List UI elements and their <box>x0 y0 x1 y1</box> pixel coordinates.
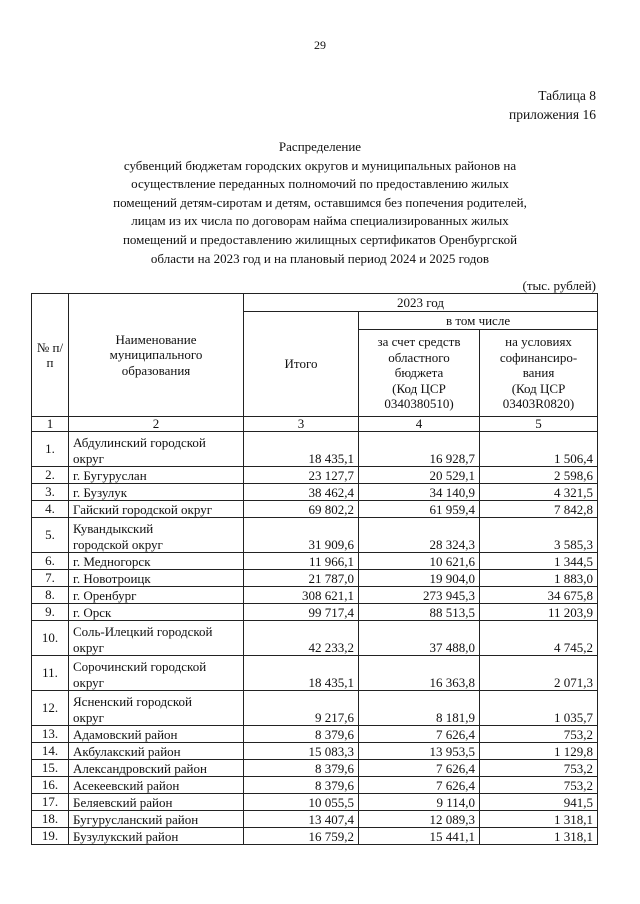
municipality-name: г. Оренбург <box>69 587 244 604</box>
municipality-name: Гайский городской округ <box>69 501 244 518</box>
table-row <box>32 777 598 794</box>
cofinancing-value: 1 344,5 <box>480 553 598 570</box>
municipality-name-line: Абдулинский городской <box>73 435 206 450</box>
row-number: 2. <box>32 467 69 484</box>
table-row <box>32 518 598 553</box>
regional-budget-value: 15 441,1 <box>359 828 480 845</box>
column-number: 1 <box>32 417 69 432</box>
total-value: 13 407,4 <box>244 811 359 828</box>
table-row <box>32 743 598 760</box>
total-value: 18 435,1 <box>244 432 359 467</box>
regional-budget-value: 20 529,1 <box>359 467 480 484</box>
document-title <box>60 138 580 268</box>
page-number: 29 <box>314 38 326 52</box>
cofinancing-value: 1 035,7 <box>480 691 598 726</box>
table-label <box>509 86 596 124</box>
row-number: 12. <box>32 691 69 726</box>
municipality-name-line: округ <box>73 674 104 690</box>
column-number: 4 <box>359 417 480 432</box>
total-value: 16 759,2 <box>244 828 359 845</box>
header-regional-line: бюджета <box>394 365 444 381</box>
row-number: 3. <box>32 484 69 501</box>
row-number: 18. <box>32 811 69 828</box>
table-row <box>32 726 598 743</box>
municipality-name: г. Новотроицк <box>69 570 244 587</box>
regional-budget-value: 8 181,9 <box>359 691 480 726</box>
cofinancing-value: 941,5 <box>480 794 598 811</box>
municipality-name-line: округ <box>73 639 104 655</box>
cofinancing-value: 753,2 <box>480 726 598 743</box>
municipality-name: Асекеевский район <box>69 777 244 794</box>
table-row <box>32 828 598 845</box>
total-value: 8 379,6 <box>244 777 359 794</box>
row-number: 14. <box>32 743 69 760</box>
table-row <box>32 691 598 726</box>
municipality-name: Адамовский район <box>69 726 244 743</box>
header-name-line: Наименование <box>115 331 197 347</box>
title-line: Распределение <box>278 139 362 154</box>
regional-budget-value: 7 626,4 <box>359 760 480 777</box>
cofinancing-value: 34 675,8 <box>480 587 598 604</box>
cofinancing-value: 11 203,9 <box>480 604 598 621</box>
municipality-name <box>69 432 244 467</box>
row-number: 11. <box>32 656 69 691</box>
municipality-name-line: округ <box>73 450 104 466</box>
header-cofinancing-line: 03403R0820) <box>502 396 575 412</box>
table-header <box>32 294 598 432</box>
row-number: 9. <box>32 604 69 621</box>
header-name-line: муниципального <box>109 347 203 363</box>
table-row <box>32 760 598 777</box>
header-regional-line: (Код ЦСР <box>392 380 446 396</box>
cofinancing-value: 1 506,4 <box>480 432 598 467</box>
header-name-line: образования <box>121 362 191 378</box>
regional-budget-value: 12 089,3 <box>359 811 480 828</box>
row-number: 17. <box>32 794 69 811</box>
table-row <box>32 604 598 621</box>
table-label-line-1: Таблица 8 <box>538 88 596 103</box>
regional-budget-value: 28 324,3 <box>359 518 480 553</box>
header-total: Итого <box>244 312 359 417</box>
total-value: 15 083,3 <box>244 743 359 760</box>
regional-budget-value: 9 114,0 <box>359 794 480 811</box>
municipality-name-line: Ясненский городской <box>73 694 193 709</box>
municipality-name-line: Сорочинский городской <box>73 659 207 674</box>
header-number <box>32 294 69 417</box>
total-value: 8 379,6 <box>244 726 359 743</box>
regional-budget-value: 10 621,6 <box>359 553 480 570</box>
municipality-name: Александровский район <box>69 760 244 777</box>
table-row <box>32 467 598 484</box>
header-cofinancing-line: на условиях <box>505 334 572 350</box>
regional-budget-value: 13 953,5 <box>359 743 480 760</box>
column-number: 5 <box>480 417 598 432</box>
table-body <box>32 432 598 845</box>
table-row <box>32 432 598 467</box>
table-row <box>32 656 598 691</box>
table-row <box>32 794 598 811</box>
total-value: 69 802,2 <box>244 501 359 518</box>
cofinancing-value: 2 071,3 <box>480 656 598 691</box>
table-row <box>32 553 598 570</box>
municipality-name-line: округ <box>73 709 104 725</box>
municipality-name: Беляевский район <box>69 794 244 811</box>
cofinancing-value: 3 585,3 <box>480 518 598 553</box>
regional-budget-value: 19 904,0 <box>359 570 480 587</box>
table-row <box>32 811 598 828</box>
total-value: 9 217,6 <box>244 691 359 726</box>
cofinancing-value: 1 129,8 <box>480 743 598 760</box>
header-regional-line: 0340380510) <box>384 396 454 412</box>
column-number: 2 <box>69 417 244 432</box>
column-number: 3 <box>244 417 359 432</box>
header-cofinancing-line: софинансиро- <box>499 349 578 365</box>
municipality-name: г. Орск <box>69 604 244 621</box>
header-cofinancing <box>480 330 598 417</box>
regional-budget-value: 37 488,0 <box>359 621 480 656</box>
total-value: 308 621,1 <box>244 587 359 604</box>
regional-budget-value: 61 959,4 <box>359 501 480 518</box>
cofinancing-value: 753,2 <box>480 760 598 777</box>
header-name <box>69 294 244 417</box>
title-line: субвенций бюджетам городских округов и муниципальных районов на <box>123 157 517 173</box>
table-row <box>32 501 598 518</box>
header-regional-line: за счет средств <box>377 334 461 350</box>
row-number: 8. <box>32 587 69 604</box>
total-value: 23 127,7 <box>244 467 359 484</box>
header-year: 2023 год <box>244 294 598 312</box>
regional-budget-value: 16 928,7 <box>359 432 480 467</box>
municipality-name <box>69 656 244 691</box>
title-line: помещений детям-сиротам и детям, оставшимся без попечения родителей, <box>113 194 527 210</box>
total-value: 18 435,1 <box>244 656 359 691</box>
table-label-line-2: приложения 16 <box>508 107 596 122</box>
municipality-name: г. Медногорск <box>69 553 244 570</box>
row-number: 4. <box>32 501 69 518</box>
cofinancing-value: 7 842,8 <box>480 501 598 518</box>
municipality-name <box>69 518 244 553</box>
municipality-name: Акбулакский район <box>69 743 244 760</box>
cofinancing-value: 1 318,1 <box>480 828 598 845</box>
municipality-name-line: городской округ <box>73 536 163 552</box>
total-value: 99 717,4 <box>244 604 359 621</box>
municipality-name <box>69 621 244 656</box>
header-number-label: № п/п <box>36 339 64 370</box>
total-value: 38 462,4 <box>244 484 359 501</box>
units-note: (тыс. рублей) <box>522 278 596 293</box>
regional-budget-value: 7 626,4 <box>359 726 480 743</box>
table-row <box>32 621 598 656</box>
column-number-row <box>32 417 598 432</box>
municipality-name: Бузулукский район <box>69 828 244 845</box>
municipality-name: г. Бугуруслан <box>69 467 244 484</box>
total-value: 8 379,6 <box>244 760 359 777</box>
row-number: 15. <box>32 760 69 777</box>
regional-budget-value: 34 140,9 <box>359 484 480 501</box>
cofinancing-value: 4 321,5 <box>480 484 598 501</box>
header-cofinancing-line: вания <box>522 365 555 381</box>
total-value: 42 233,2 <box>244 621 359 656</box>
row-number: 5. <box>32 518 69 553</box>
cofinancing-value: 1 318,1 <box>480 811 598 828</box>
row-number: 7. <box>32 570 69 587</box>
title-line: осуществление переданных полномочий по предоставлению жилых <box>131 176 509 192</box>
municipality-name <box>69 691 244 726</box>
title-line: помещений и предоставлению жилищных сертификатов Оренбургской <box>122 231 518 247</box>
table-row <box>32 587 598 604</box>
table-row <box>32 484 598 501</box>
total-value: 31 909,6 <box>244 518 359 553</box>
municipality-name: Бугурусланский район <box>69 811 244 828</box>
row-number: 1. <box>32 432 69 467</box>
cofinancing-value: 753,2 <box>480 777 598 794</box>
municipality-name: г. Бузулук <box>69 484 244 501</box>
cofinancing-value: 2 598,6 <box>480 467 598 484</box>
cofinancing-value: 4 745,2 <box>480 621 598 656</box>
regional-budget-value: 16 363,8 <box>359 656 480 691</box>
header-regional-line: областного <box>388 349 450 365</box>
total-value: 10 055,5 <box>244 794 359 811</box>
row-number: 13. <box>32 726 69 743</box>
municipality-name-line: Кувандыкский <box>73 521 154 536</box>
regional-budget-value: 7 626,4 <box>359 777 480 794</box>
title-line: лицам из их числа по договорам найма специализированных жилых <box>131 213 509 229</box>
header-cofinancing-line: (Код ЦСР <box>511 380 566 396</box>
row-number: 16. <box>32 777 69 794</box>
header-including: в том числе <box>359 312 598 330</box>
municipality-name-line: Соль-Илецкий городской <box>73 624 213 639</box>
row-number: 10. <box>32 621 69 656</box>
distribution-table <box>31 293 598 845</box>
total-value: 11 966,1 <box>244 553 359 570</box>
row-number: 6. <box>32 553 69 570</box>
total-value: 21 787,0 <box>244 570 359 587</box>
regional-budget-value: 273 945,3 <box>359 587 480 604</box>
table-row <box>32 570 598 587</box>
cofinancing-value: 1 883,0 <box>480 570 598 587</box>
row-number: 19. <box>32 828 69 845</box>
header-regional <box>359 330 480 417</box>
title-line: области на 2023 год и на плановый период 2024 и 2025 годов <box>150 250 490 266</box>
regional-budget-value: 88 513,5 <box>359 604 480 621</box>
